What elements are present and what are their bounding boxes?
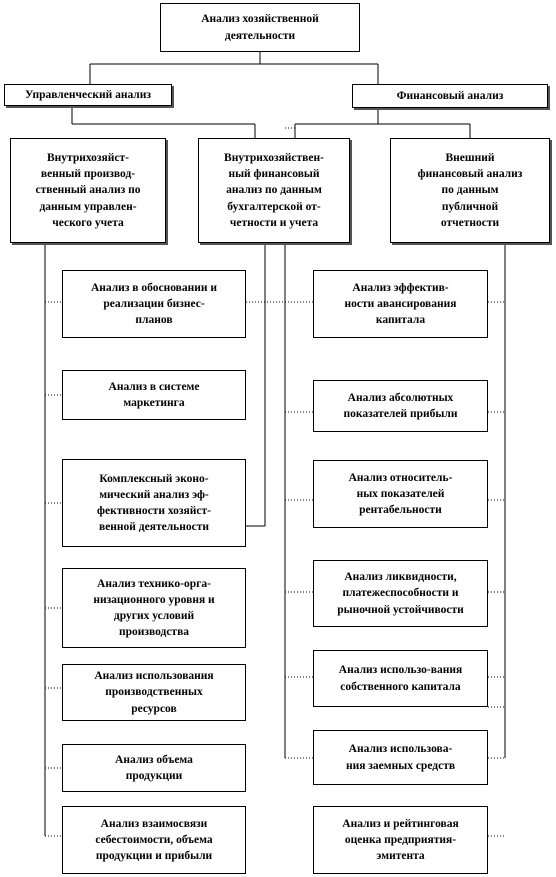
management-analysis-box — [4, 84, 172, 106]
right-item-label: Анализ использо-вания собственного капитала — [338, 664, 463, 693]
right-item-label: Анализ относитель- ных показателей рентабельности — [348, 471, 453, 517]
external-financial-analysis-box — [390, 138, 550, 243]
left-item-label: Анализ взаимосвязи себестоимости, объема продукции и прибыли — [95, 817, 213, 863]
right-item-issuer-rating — [313, 806, 488, 874]
internal-financial-analysis-box — [198, 138, 350, 243]
financial-analysis-box — [352, 84, 548, 108]
right-item-label: Анализ абсолютных показателей прибыли — [343, 391, 458, 420]
root-label: Анализ хозяйственной деятельности — [201, 13, 319, 42]
financial-analysis-label: Финансовый анализ — [396, 89, 504, 102]
root-box — [160, 3, 360, 52]
internal-financial-analysis-label: Внутрихозяйствен- ный финансовый анализ по данным бухгалтерской от- четности и учета — [224, 152, 324, 229]
left-item-label: Анализ в системе маркетинга — [108, 380, 200, 409]
right-item-profitability — [313, 460, 488, 528]
right-item-label: Анализ использова- ния заемных средств — [345, 743, 456, 772]
left-item-technical-level — [62, 568, 246, 648]
right-item-capital-efficiency — [313, 270, 488, 338]
left-item-label: Анализ объема продукции — [115, 753, 193, 782]
left-item-comprehensive — [62, 459, 246, 547]
right-item-label: Анализ ликвидности, платежеспособности и рыночной устойчивости — [337, 571, 464, 616]
internal-production-analysis-label: Внутрихозяйст- венный производ- ственный анализ по данным управлен- ческого учета — [35, 152, 141, 229]
left-item-label: Анализ в обосновании и реализации бизнес- планов — [90, 281, 218, 327]
management-analysis-label: Управленческий анализ — [24, 88, 152, 101]
left-item-cost-volume-profit — [62, 806, 246, 874]
left-item-label: Комплексный эконо- мический анализ эф- фективности хозяйст- венной деятельности — [97, 472, 211, 534]
internal-production-analysis-box — [10, 138, 166, 243]
right-item-absolute-profit — [313, 380, 488, 432]
left-item-label: Анализ использования производственных ресурсов — [94, 670, 214, 715]
left-item-marketing — [62, 370, 246, 420]
right-item-label: Анализ эффектив- ности авансирования капитала — [344, 281, 457, 327]
left-item-business-plans — [62, 270, 246, 338]
right-item-label: Анализ и рейтинговая оценка предприятия- эмитента — [342, 817, 459, 863]
right-item-borrowed-funds — [313, 730, 488, 785]
left-item-output-volume — [62, 744, 246, 792]
left-item-label: Анализ технико-орга- низационного уровня и других условий производства — [93, 577, 215, 639]
right-item-equity-use — [313, 650, 488, 707]
right-item-liquidity — [313, 560, 488, 627]
external-financial-analysis-label: Внешний финансовый анализ по данным публичной отчетности — [417, 152, 523, 229]
left-item-resources — [62, 664, 246, 721]
